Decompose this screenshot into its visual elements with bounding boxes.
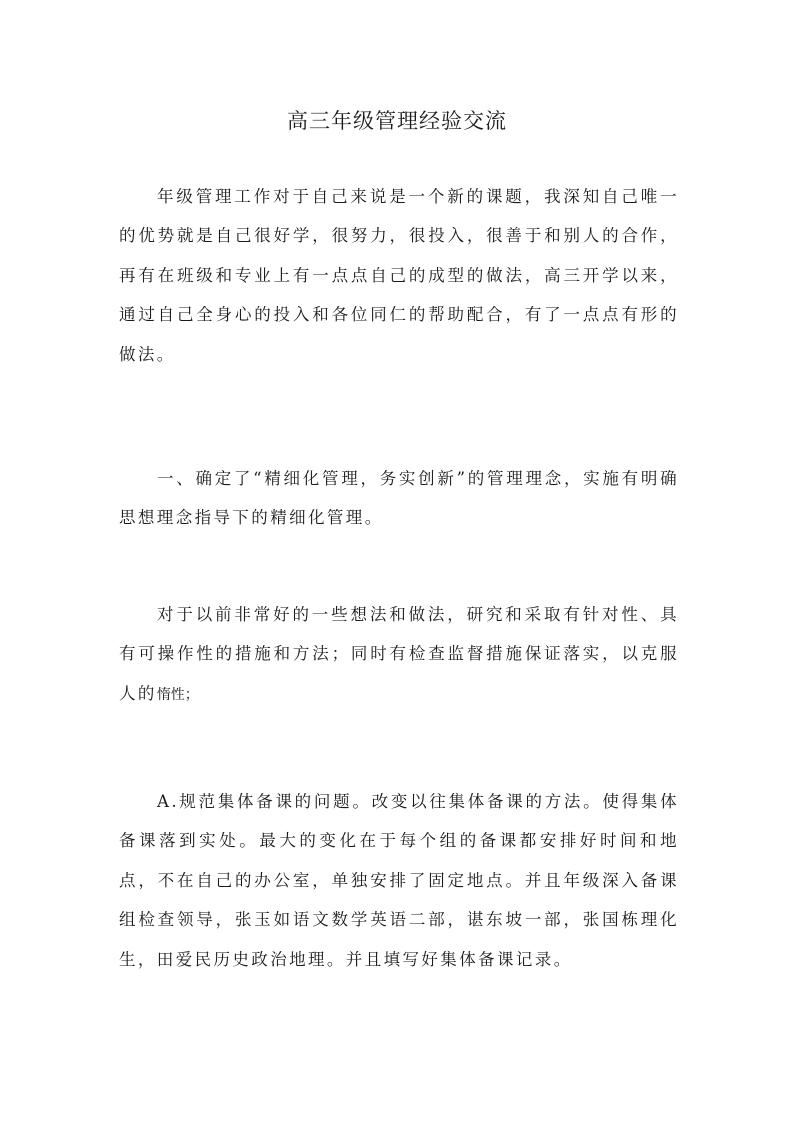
paragraph-measures-tail: 惰性；: [156, 686, 199, 703]
paragraph-section-one: 一、确定了“精细化管理，务实创新”的管理理念，实施有明确思想理念指导下的精细化管理。: [119, 469, 679, 528]
paragraph-measures: [119, 595, 679, 715]
paragraph-measures-text: 对于以前非常好的一些想法和做法，研究和采取有针对性、具有可操作性的措施和方法；同时有检查监督措施保证落实，以克服人的: [119, 605, 679, 703]
document-title: 高三年级管理经验交流: [287, 109, 507, 133]
paragraph-intro: 年级管理工作对于自己来说是一个新的课题，我深知自己唯一的优势就是自己很好学，很努力，很投入，很善于和别人的合作，再有在班级和专业上有一点点自己的成型的做法，高三开学以来，通过自己全身心的投入和各位同仁的帮助配合，有了一点点有形的做法。: [119, 187, 679, 364]
paragraph-item-a: A.规范集体备课的问题。改变以往集体备课的方法。使得集体备课落到实处。最大的变化在于每个组的备课都安排好时间和地点，不在自己的办公室，单独安排了固定地点。并且年级深入备课组检查领导，张玉如语文数学英语二部，谌东坡一部，张国栋理化生，田爱民历史政治地理。并且填写好集体备课记录。: [119, 792, 679, 969]
